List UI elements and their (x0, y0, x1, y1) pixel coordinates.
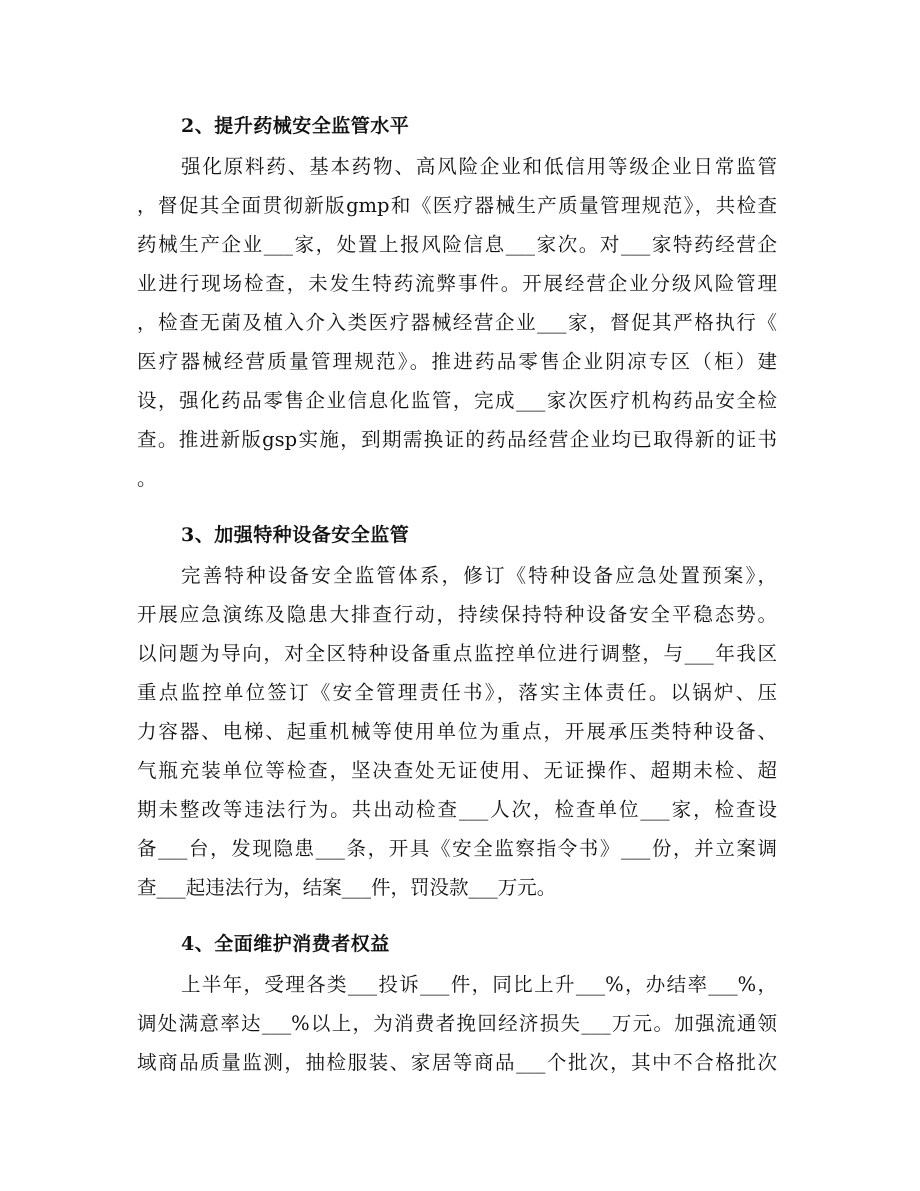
paragraph-line: 期未整改等违法行为。共出动检查___人次，检查单位___家，检查设 (137, 798, 777, 821)
paragraph-line: 设，强化药品零售企业信息化监管，完成___家次医疗机构药品安全检 (137, 389, 777, 412)
paragraph-line: 上半年，受理各类___投诉___件，同比上升___%，办结率___%， (181, 973, 777, 996)
section-heading-4: 4、全面维护消费者权益 (181, 933, 390, 955)
paragraph-line: 力容器、电梯、起重机械等使用单位为重点，开展承压类特种设备、 (137, 720, 777, 743)
paragraph-line: 重点监控单位签订《安全管理责任书》，落实主体责任。以锅炉、压 (137, 681, 777, 704)
paragraph-line: 以问题为导向，对全区特种设备重点监控单位进行调整，与___年我区 (137, 642, 777, 665)
section-heading-2: 2、提升药械安全监管水平 (181, 115, 410, 137)
paragraph-line: 开展应急演练及隐患大排查行动，持续保持特种设备安全平稳态势。 (137, 603, 777, 626)
paragraph-line: 查___起违法行为，结案___件，罚没款___万元。 (137, 876, 557, 899)
paragraph-line: 完善特种设备安全监管体系，修订《特种设备应急处置预案》， (181, 564, 777, 587)
section-heading-3: 3、加强特种设备安全监管 (181, 524, 410, 546)
paragraph-line: 调处满意率达___%以上，为消费者挽回经济损失___万元。加强流通领 (137, 1012, 777, 1035)
paragraph-line: 查。推进新版gsp实施，到期需换证的药品经营企业均已取得新的证书 (137, 428, 777, 451)
paragraph-line: 药械生产企业___家，处置上报风险信息___家次。对___家特药经营企 (137, 233, 777, 256)
paragraph-line: ，检查无菌及植入介入类医疗器械经营企业___家，督促其严格执行《 (137, 311, 777, 334)
paragraph-line: 医疗器械经营质量管理规范》。推进药品零售企业阴凉专区（柜）建 (137, 350, 777, 373)
paragraph-line: 强化原料药、基本药物、高风险企业和低信用等级企业日常监管 (181, 155, 777, 178)
paragraph-line: 域商品质量监测，抽检服装、家居等商品___个批次，其中不合格批次 (137, 1051, 777, 1074)
paragraph-line: 。 (137, 467, 157, 490)
paragraph-line: ，督促其全面贯彻新版gmp和《医疗器械生产质量管理规范》，共检查 (137, 194, 777, 217)
paragraph-line: 气瓶充装单位等检查，坚决查处无证使用、无证操作、超期未检、超 (137, 759, 777, 782)
paragraph-line: 备___台，发现隐患___条，开具《安全监察指令书》___份，并立案调 (137, 837, 777, 860)
paragraph-line: 业进行现场检查，未发生特药流弊事件。开展经营企业分级风险管理 (137, 272, 777, 295)
